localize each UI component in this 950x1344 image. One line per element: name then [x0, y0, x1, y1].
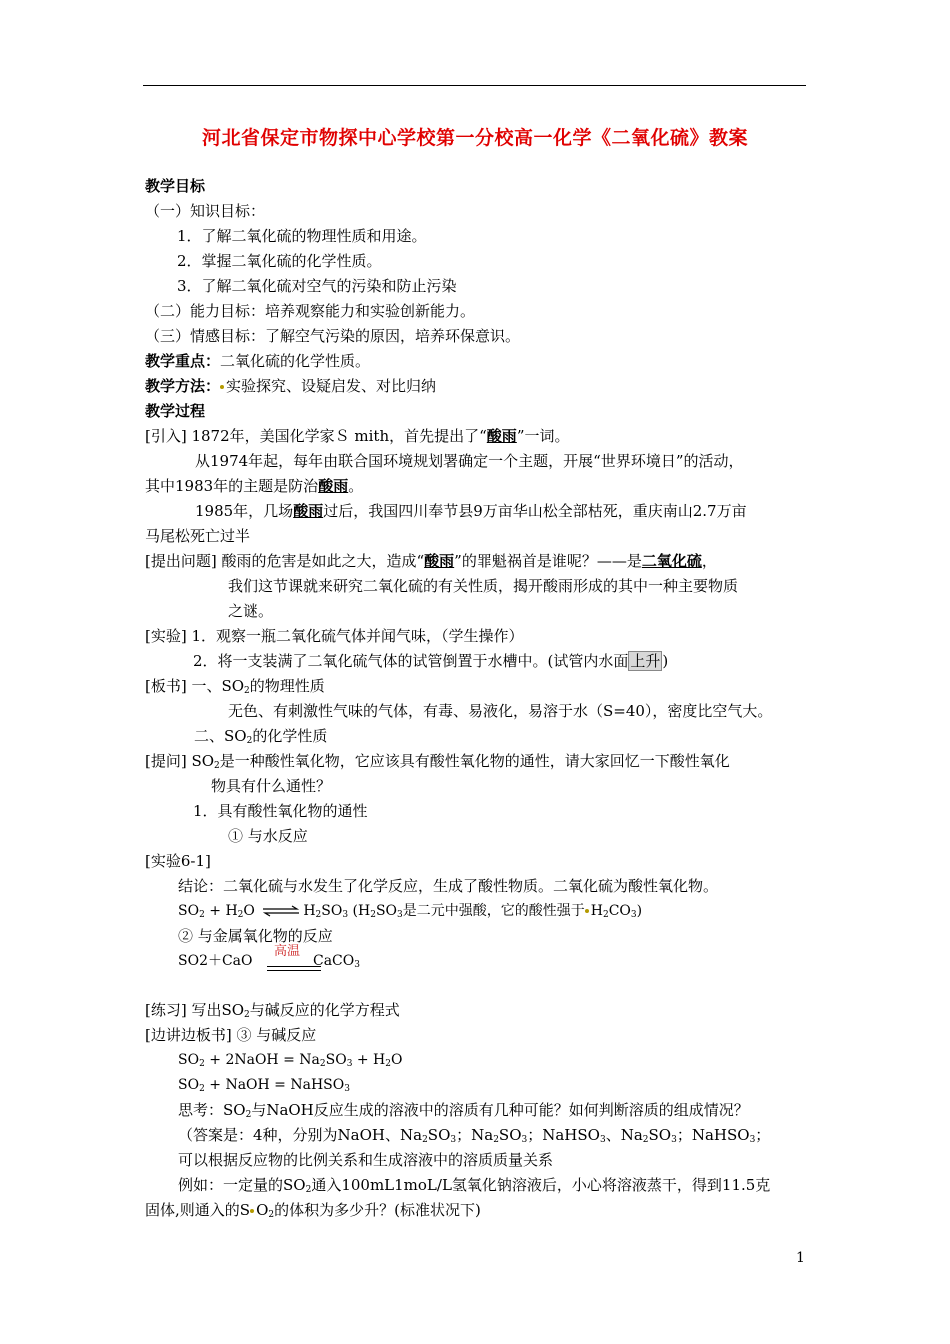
answer-text: ； [755, 1126, 771, 1144]
ask-text: [提问] SO [145, 752, 215, 770]
marker-dot-icon [250, 1209, 254, 1213]
subscript: 3 [599, 1135, 606, 1145]
teaching-method-label: 教学方法： [145, 377, 221, 395]
knowledge-objective-label: （一）知识目标： [145, 202, 266, 220]
eq-text: (H [348, 903, 371, 919]
eq-text: + NaOH = NaHSO [204, 1077, 345, 1093]
acid-rain-term: 酸雨 [293, 502, 324, 520]
eq-text: O [391, 1052, 403, 1068]
paragraph-line: 从1974年起，每年由联合国环境规划署确定一个主题，开展“世界环境日”的活动， [195, 452, 744, 470]
subscript: 3 [397, 910, 403, 920]
subscript: 2 [199, 1084, 205, 1094]
subscript: 2 [246, 736, 253, 746]
subscript: 3 [346, 1059, 353, 1069]
acid-rain-term: 酸雨 [424, 552, 455, 570]
intro-text: [引入] 1872年，美国化学家Ｓ mith，首先提出了“ [145, 427, 487, 445]
question-text: ， [701, 552, 717, 570]
exercise-line [145, 1000, 400, 1020]
teaching-focus [145, 351, 370, 371]
subscript: 2 [199, 1059, 205, 1069]
question-line [145, 551, 717, 571]
teaching-method-text: 实验探究、设疑启发、对比归纳 [226, 377, 437, 395]
subscript: 2 [268, 1210, 275, 1220]
reaction-heading-metal-oxide: ② 与金属氧化物的反应 [178, 927, 333, 945]
answer-text: ；NaHSO [676, 1126, 750, 1144]
eq-text: O [243, 903, 255, 919]
equation-so2-naoh-2 [178, 1075, 350, 1095]
exercise-text: 与碱反应的化学方程式 [249, 1001, 400, 1019]
answer-text: SO [648, 1126, 672, 1144]
objective-item-3: 3．了解二氧化硫对空气的污染和防止污染 [177, 277, 457, 295]
subscript: 3 [671, 1135, 677, 1145]
paragraph-text: 。 [348, 477, 364, 495]
example-text: S [239, 1201, 251, 1219]
subscript: 2 [642, 1135, 649, 1145]
example-text: O [256, 1201, 269, 1219]
document-title: 河北省保定市物探中心学校第一分校高一化学《二氧化硫》教案 [201, 127, 748, 149]
subscript: 3 [521, 1135, 528, 1145]
equation-so2-cao [178, 951, 253, 971]
subscript: 2 [602, 910, 609, 920]
eq-text: + H [204, 903, 238, 919]
board-text: 二、SO [194, 727, 247, 745]
board-heading-base: [边讲边板书] ③ 与碱反应 [145, 1026, 317, 1044]
acid-rain-term: 酸雨 [486, 427, 517, 445]
answer-text: （答案是：4种，分别为NaOH、Na [178, 1126, 423, 1144]
subscript: 3 [344, 1084, 350, 1094]
example-text: 的体积为多少升？(标准状况下) [274, 1201, 481, 1219]
property-heading: 1．具有酸性氧化物的通性 [193, 802, 368, 820]
reaction-condition-label: 高温 [274, 944, 301, 959]
answer-line [178, 1125, 770, 1145]
paragraph-text: 过后，我国四川奉节县9万亩华山松全部枯死，重庆南山2.7万亩 [323, 502, 747, 520]
objective-item-2: 2．掌握二氧化硫的化学性质。 [177, 252, 382, 270]
subscript: 3 [749, 1135, 756, 1145]
answer-text: ；NaHSO [527, 1126, 600, 1144]
highlighted-term: 上升 [630, 652, 661, 670]
eq-text: + 2NaOH = Na [204, 1052, 320, 1068]
thinking-text: 思考：SO [178, 1101, 246, 1119]
subscript: 2 [244, 686, 250, 696]
board-heading-1 [145, 676, 325, 696]
subscript: 2 [370, 910, 376, 920]
answer-text: 、Na [605, 1126, 643, 1144]
board-text: 的化学性质 [252, 727, 328, 745]
intro-line [145, 426, 569, 446]
page-number: 1 [796, 1250, 805, 1266]
subscript: 3 [342, 910, 349, 920]
answer-text: ；Na [456, 1126, 494, 1144]
eq-text: SO [325, 1052, 347, 1068]
subscript: 2 [319, 1059, 326, 1069]
experiment-label: [实验6-1] [145, 852, 211, 870]
emotion-objective: （三）情感目标：了解空气污染的原因，培养环保意识。 [145, 327, 521, 345]
ability-objective: （二）能力目标：培养观察能力和实验创新能力。 [145, 302, 476, 320]
eq-text: + H [352, 1052, 386, 1068]
eq-text: ) [636, 903, 643, 919]
subscript: 3 [450, 1135, 457, 1145]
subscript: 3 [630, 910, 637, 920]
subscript: 3 [354, 960, 360, 970]
paragraph-text: 1985年，几场 [195, 502, 294, 520]
eq-text: SO [375, 903, 398, 919]
eq-text: H [590, 903, 603, 919]
subscript: 2 [214, 761, 220, 771]
subscript: 2 [199, 910, 205, 920]
answer-text: SO [427, 1126, 451, 1144]
equation-product [313, 951, 360, 971]
intro-text-end: ”一词。 [516, 427, 570, 445]
teaching-method [145, 376, 436, 396]
teaching-focus-label: 教学重点： [145, 352, 221, 370]
example-text: 通入100mL1moL/L氢氧化钠溶液后，小心将溶液蒸干，得到11.5克 [311, 1176, 771, 1194]
equation-so2-naoh-1 [178, 1050, 402, 1070]
conclusion-line: 结论：二氧化硫与水发生了化学反应，生成了酸性物质。二氧化硫为酸性氧化物。 [178, 877, 719, 895]
eq-text: SO [321, 903, 343, 919]
experiment-line-2 [193, 651, 668, 671]
eq-text: SO [178, 1052, 200, 1068]
ask-line [145, 751, 730, 771]
eq-text: SO [178, 1077, 200, 1093]
paragraph-line [195, 501, 747, 521]
acid-rain-term: 酸雨 [318, 477, 349, 495]
example-text: 例如：一定量的SO [178, 1176, 306, 1194]
section-heading-objectives: 教学目标 [145, 177, 206, 195]
subscript: 2 [315, 910, 322, 920]
paragraph-line: 可以根据反应物的比例关系和生成溶液中的溶质质量关系 [178, 1151, 554, 1169]
subscript: 2 [245, 1110, 252, 1120]
exercise-text: [练习] 写出SO [145, 1001, 245, 1019]
experiment-line-1: [实验] 1．观察一瓶二氧化硫气体并闻气味，（学生操作） [145, 627, 524, 645]
objective-item-1: 1．了解二氧化硫的物理性质和用途。 [177, 227, 427, 245]
paragraph-text: 其中1983年的主题是防治 [145, 477, 319, 495]
paragraph-line: 物具有什么通性？ [211, 777, 332, 795]
eq-text: H [303, 903, 316, 919]
eq-text: 是二元中强酸，它的酸性强于 [402, 903, 585, 919]
example-line [145, 1200, 481, 1220]
question-text: ”的罪魁祸首是谁呢？——是 [454, 552, 642, 570]
thinking-line [178, 1100, 749, 1120]
subscript: 2 [305, 1185, 312, 1195]
section-heading-process: 教学过程 [145, 402, 206, 420]
eq-text: CO [608, 903, 631, 919]
experiment-text: ) [662, 652, 669, 670]
subscript: 2 [244, 1010, 250, 1020]
experiment-text: 2．将一支装满了二氧化硫气体的试管倒置于水槽中。(试管内水面 [193, 652, 629, 670]
subscript: 2 [385, 1059, 391, 1069]
subscript: 2 [237, 910, 244, 920]
ask-text: 是一种酸性氧化物，它应该具有酸性氧化物的通性，请大家回忆一下酸性氧化 [219, 752, 730, 770]
eq-text: SO2＋CaO [178, 953, 253, 969]
example-line [178, 1175, 770, 1195]
reversible-arrow-icon [261, 905, 301, 917]
thinking-text: 与NaOH反应生成的溶液中的溶质有几种可能？如何判断溶质的组成情况？ [251, 1101, 749, 1119]
paragraph-line: 之谜。 [228, 602, 274, 620]
physical-properties: 无色、有刺激性气味的气体，有毒、易液化，易溶于水（S=40），密度比空气大。 [228, 702, 773, 720]
board-heading-2 [194, 726, 327, 746]
sulfur-dioxide-term: 二氧化硫 [641, 552, 702, 570]
reaction-heading-water: ① 与水反应 [228, 827, 308, 845]
teaching-focus-text: 二氧化硫的化学性质。 [220, 352, 371, 370]
paragraph-line [145, 476, 363, 496]
header-rule [143, 85, 806, 86]
board-text: 的物理性质 [249, 677, 325, 695]
example-text: 固体,则通入的 [145, 1201, 240, 1219]
paragraph-line: 我们这节课就来研究二氧化硫的有关性质，揭开酸雨形成的其中一种主要物质 [228, 577, 739, 595]
eq-text: CaCO [313, 953, 355, 969]
answer-text: SO [498, 1126, 522, 1144]
marker-dot-icon [585, 909, 589, 913]
paragraph-line: 马尾松死亡过半 [145, 527, 251, 545]
subscript: 2 [422, 1135, 428, 1145]
marker-dot-icon [220, 385, 224, 389]
board-text: [板书] 一、SO [145, 677, 245, 695]
question-text: [提出问题] 酸雨的危害是如此之大，造成“ [145, 552, 425, 570]
equation-so2-water [178, 901, 642, 921]
subscript: 2 [493, 1135, 499, 1145]
eq-text: SO [178, 903, 200, 919]
